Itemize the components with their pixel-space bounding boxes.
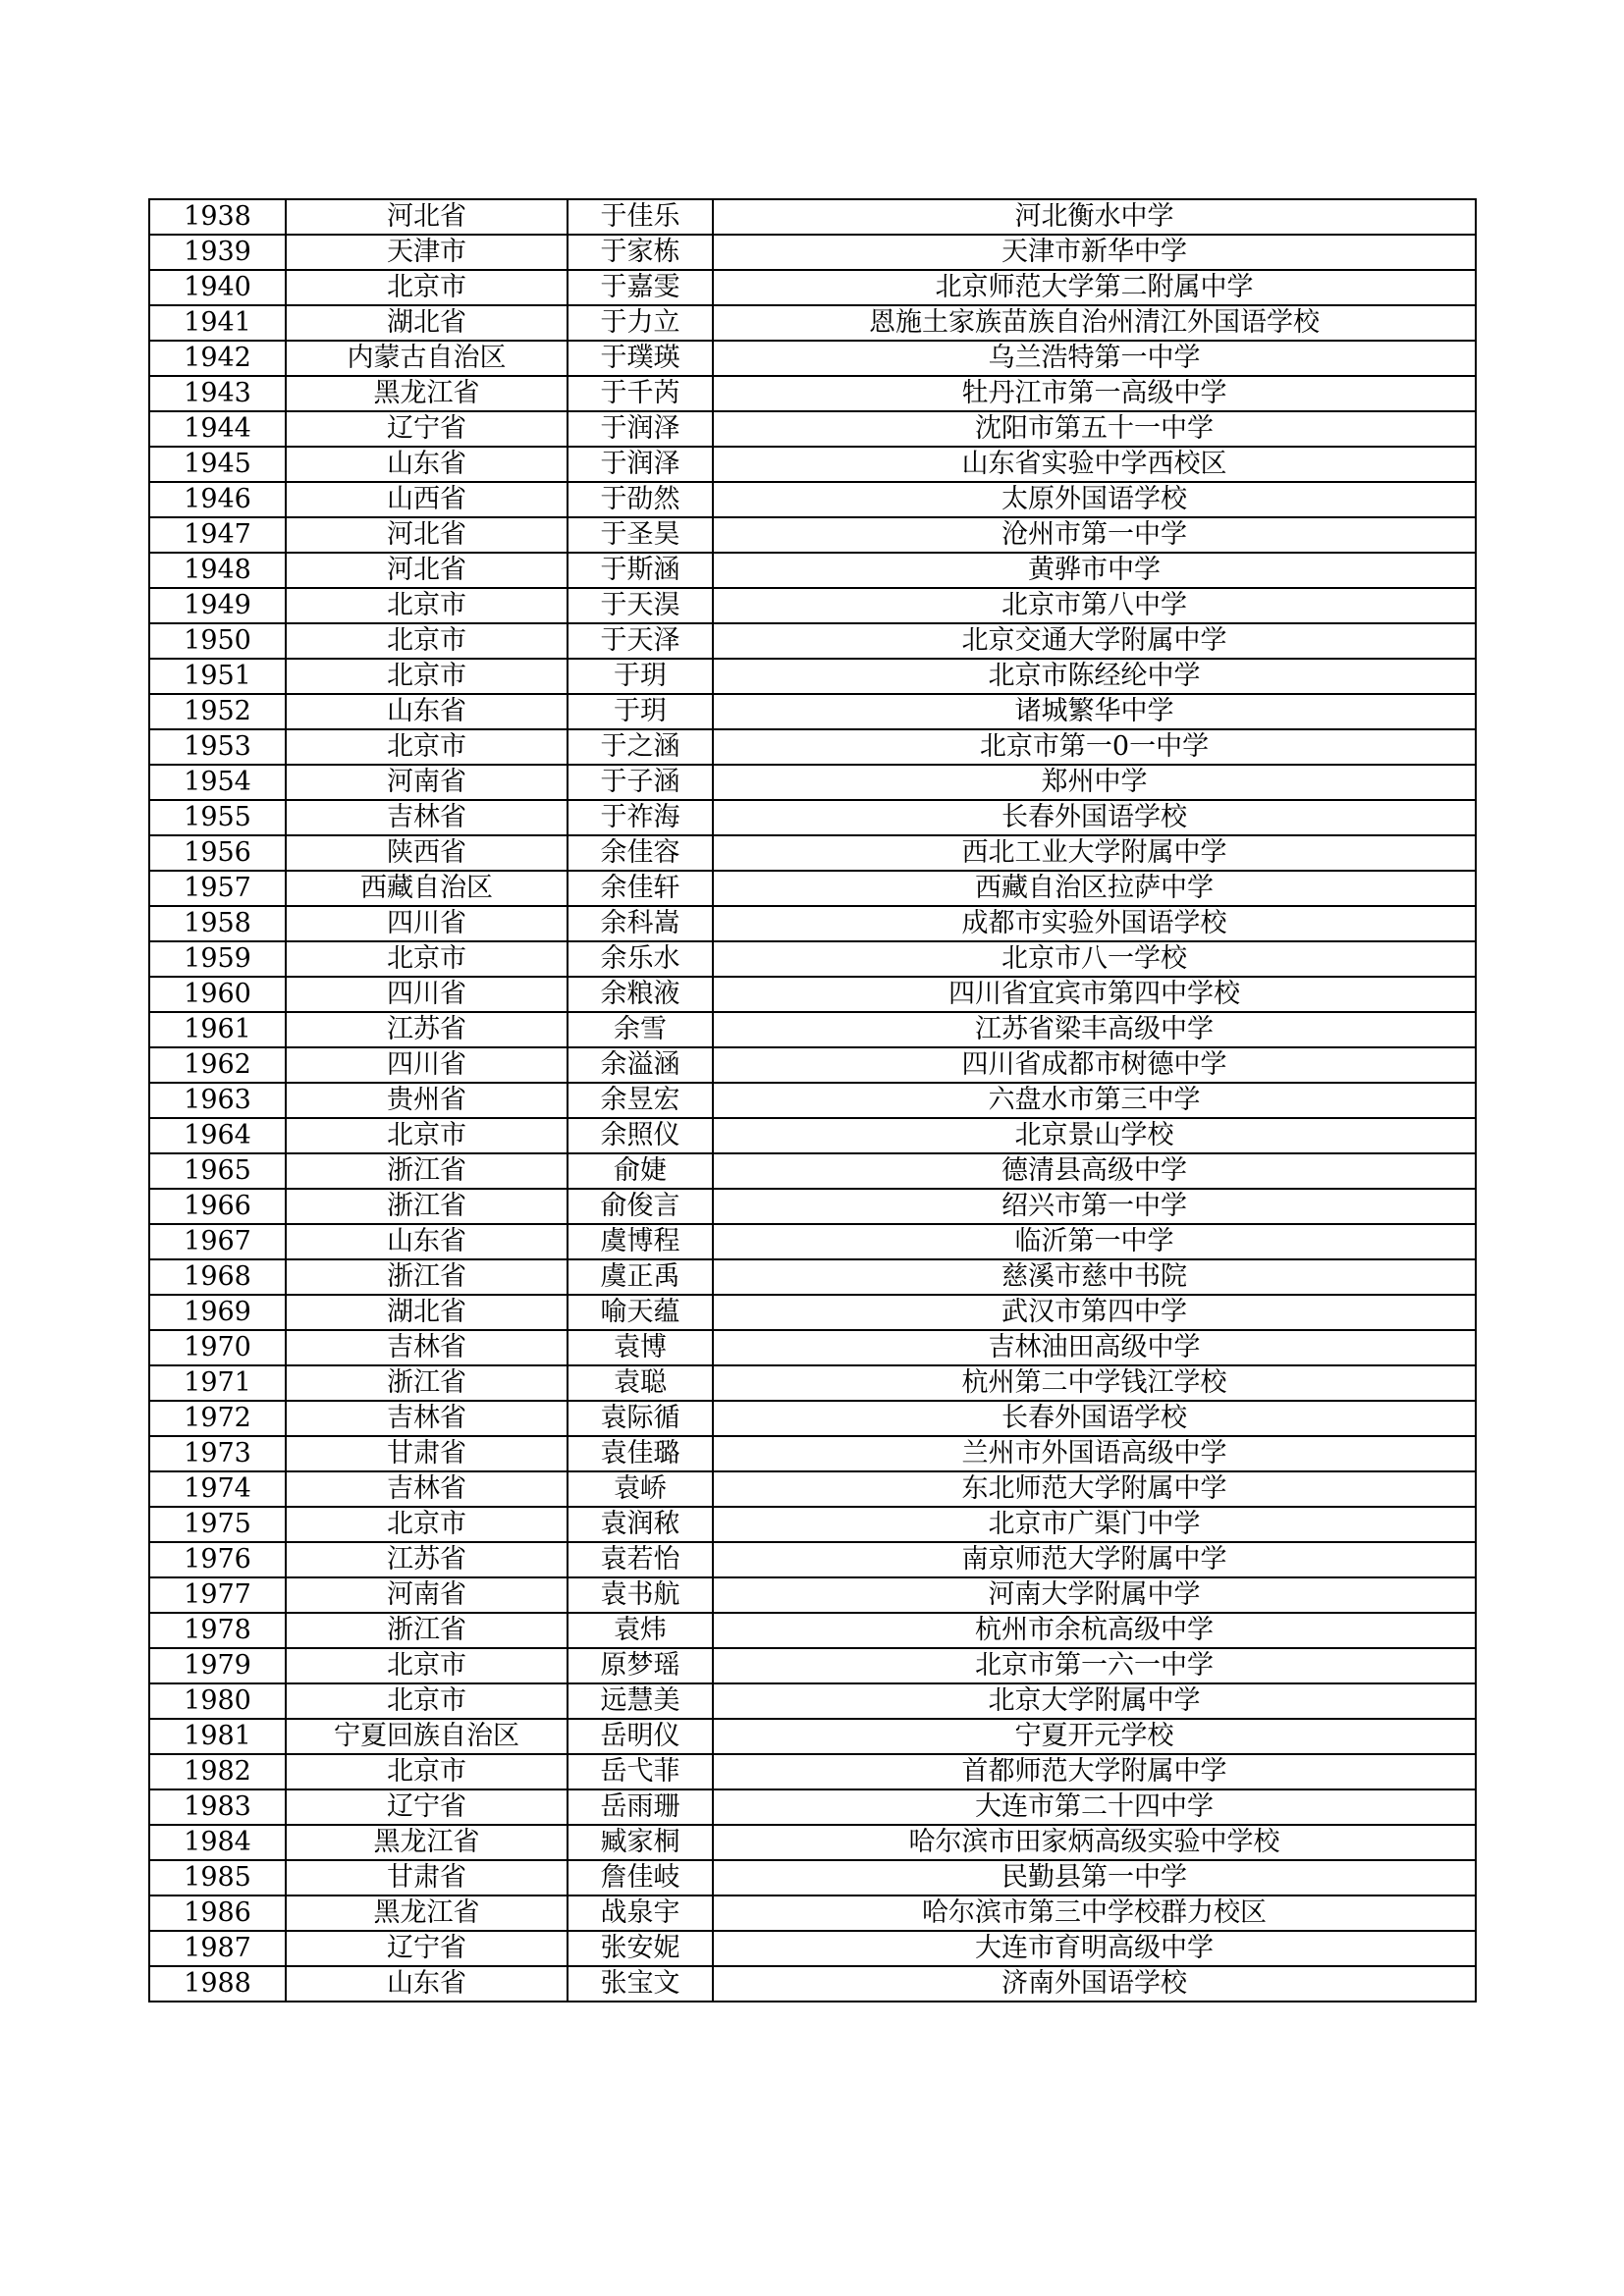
school-cell: 宁夏开元学校	[713, 1719, 1476, 1754]
serial-number-cell: 1946	[149, 482, 286, 517]
table-row	[149, 1365, 1476, 1401]
province-cell: 北京市	[286, 1648, 568, 1683]
school-cell: 临沂第一中学	[713, 1224, 1476, 1259]
table-row	[149, 447, 1476, 482]
table-row	[149, 1577, 1476, 1613]
serial-number-cell: 1954	[149, 765, 286, 800]
student-name-cell: 于玥	[568, 694, 713, 729]
serial-number-cell: 1986	[149, 1896, 286, 1931]
province-cell: 四川省	[286, 906, 568, 941]
serial-number-cell: 1956	[149, 835, 286, 871]
serial-number-cell: 1961	[149, 1012, 286, 1047]
serial-number-cell: 1958	[149, 906, 286, 941]
province-cell: 山西省	[286, 482, 568, 517]
school-cell: 北京市第一0一中学	[713, 729, 1476, 765]
serial-number-cell: 1967	[149, 1224, 286, 1259]
table-row	[149, 1295, 1476, 1330]
serial-number-cell: 1973	[149, 1436, 286, 1471]
province-cell: 西藏自治区	[286, 871, 568, 906]
serial-number-cell: 1951	[149, 659, 286, 694]
student-name-cell: 于圣昊	[568, 517, 713, 553]
province-cell: 浙江省	[286, 1365, 568, 1401]
student-name-cell: 袁峤	[568, 1471, 713, 1507]
province-cell: 湖北省	[286, 1295, 568, 1330]
student-name-cell: 袁佳璐	[568, 1436, 713, 1471]
province-cell: 吉林省	[286, 1330, 568, 1365]
province-cell: 湖北省	[286, 305, 568, 341]
serial-number-cell: 1948	[149, 553, 286, 588]
school-cell: 大连市第二十四中学	[713, 1789, 1476, 1825]
province-cell: 北京市	[286, 1507, 568, 1542]
student-name-cell: 袁若怡	[568, 1542, 713, 1577]
province-cell: 吉林省	[286, 1401, 568, 1436]
table-row	[149, 1471, 1476, 1507]
table-row	[149, 235, 1476, 270]
school-cell: 西藏自治区拉萨中学	[713, 871, 1476, 906]
serial-number-cell: 1977	[149, 1577, 286, 1613]
province-cell: 河南省	[286, 765, 568, 800]
student-name-cell: 喻天蕴	[568, 1295, 713, 1330]
table-row	[149, 835, 1476, 871]
table-row	[149, 1047, 1476, 1083]
province-cell: 河北省	[286, 553, 568, 588]
school-cell: 长春外国语学校	[713, 800, 1476, 835]
school-cell: 哈尔滨市第三中学校群力校区	[713, 1896, 1476, 1931]
province-cell: 北京市	[286, 1118, 568, 1153]
school-cell: 北京市第八中学	[713, 588, 1476, 623]
serial-number-cell: 1941	[149, 305, 286, 341]
province-cell: 北京市	[286, 270, 568, 305]
student-name-cell: 臧家桐	[568, 1825, 713, 1860]
serial-number-cell: 1981	[149, 1719, 286, 1754]
student-name-cell: 虞正禹	[568, 1259, 713, 1295]
school-cell: 郑州中学	[713, 765, 1476, 800]
serial-number-cell: 1966	[149, 1189, 286, 1224]
student-name-cell: 岳雨珊	[568, 1789, 713, 1825]
school-cell: 北京景山学校	[713, 1118, 1476, 1153]
table-row	[149, 977, 1476, 1012]
school-cell: 民勤县第一中学	[713, 1860, 1476, 1896]
school-cell: 武汉市第四中学	[713, 1295, 1476, 1330]
student-name-cell: 于璞瑛	[568, 341, 713, 376]
province-cell: 黑龙江省	[286, 376, 568, 411]
table-row	[149, 482, 1476, 517]
table-row	[149, 1012, 1476, 1047]
serial-number-cell: 1970	[149, 1330, 286, 1365]
student-name-cell: 虞博程	[568, 1224, 713, 1259]
school-cell: 济南外国语学校	[713, 1966, 1476, 2002]
table-row	[149, 1719, 1476, 1754]
province-cell: 河北省	[286, 199, 568, 235]
province-cell: 北京市	[286, 588, 568, 623]
student-name-cell: 袁润秾	[568, 1507, 713, 1542]
serial-number-cell: 1957	[149, 871, 286, 906]
table-row	[149, 1259, 1476, 1295]
table-row	[149, 1401, 1476, 1436]
province-cell: 宁夏回族自治区	[286, 1719, 568, 1754]
province-cell: 山东省	[286, 1224, 568, 1259]
school-cell: 六盘水市第三中学	[713, 1083, 1476, 1118]
province-cell: 辽宁省	[286, 1931, 568, 1966]
student-name-cell: 于家栋	[568, 235, 713, 270]
serial-number-cell: 1938	[149, 199, 286, 235]
student-name-cell: 远慧美	[568, 1683, 713, 1719]
province-cell: 陕西省	[286, 835, 568, 871]
school-cell: 哈尔滨市田家炳高级实验中学校	[713, 1825, 1476, 1860]
province-cell: 浙江省	[286, 1613, 568, 1648]
table-row	[149, 1189, 1476, 1224]
serial-number-cell: 1939	[149, 235, 286, 270]
province-cell: 北京市	[286, 941, 568, 977]
serial-number-cell: 1963	[149, 1083, 286, 1118]
serial-number-cell: 1968	[149, 1259, 286, 1295]
student-name-cell: 岳弋菲	[568, 1754, 713, 1789]
table-row	[149, 1507, 1476, 1542]
table-row	[149, 1754, 1476, 1789]
serial-number-cell: 1975	[149, 1507, 286, 1542]
student-name-cell: 于润泽	[568, 411, 713, 447]
serial-number-cell: 1940	[149, 270, 286, 305]
province-cell: 辽宁省	[286, 411, 568, 447]
serial-number-cell: 1960	[149, 977, 286, 1012]
student-name-cell: 岳明仪	[568, 1719, 713, 1754]
student-name-cell: 俞俊言	[568, 1189, 713, 1224]
serial-number-cell: 1982	[149, 1754, 286, 1789]
school-cell: 北京市第一六一中学	[713, 1648, 1476, 1683]
school-cell: 杭州第二中学钱江学校	[713, 1365, 1476, 1401]
table-row	[149, 906, 1476, 941]
school-cell: 四川省宜宾市第四中学校	[713, 977, 1476, 1012]
serial-number-cell: 1943	[149, 376, 286, 411]
table-row	[149, 1860, 1476, 1896]
school-cell: 江苏省梁丰高级中学	[713, 1012, 1476, 1047]
school-cell: 沧州市第一中学	[713, 517, 1476, 553]
table-row	[149, 1083, 1476, 1118]
student-name-cell: 于劭然	[568, 482, 713, 517]
school-cell: 德清县高级中学	[713, 1153, 1476, 1189]
school-cell: 太原外国语学校	[713, 482, 1476, 517]
student-name-cell: 袁书航	[568, 1577, 713, 1613]
table-row	[149, 800, 1476, 835]
student-name-cell: 于天泽	[568, 623, 713, 659]
serial-number-cell: 1987	[149, 1931, 286, 1966]
province-cell: 贵州省	[286, 1083, 568, 1118]
serial-number-cell: 1976	[149, 1542, 286, 1577]
student-name-cell: 于佳乐	[568, 199, 713, 235]
table-row	[149, 1896, 1476, 1931]
serial-number-cell: 1944	[149, 411, 286, 447]
student-name-cell: 余科嵩	[568, 906, 713, 941]
province-cell: 北京市	[286, 659, 568, 694]
province-cell: 四川省	[286, 1047, 568, 1083]
school-cell: 长春外国语学校	[713, 1401, 1476, 1436]
student-name-cell: 余佳轩	[568, 871, 713, 906]
table-row	[149, 941, 1476, 977]
serial-number-cell: 1964	[149, 1118, 286, 1153]
serial-number-cell: 1974	[149, 1471, 286, 1507]
province-cell: 甘肃省	[286, 1860, 568, 1896]
student-name-cell: 詹佳岐	[568, 1860, 713, 1896]
province-cell: 黑龙江省	[286, 1896, 568, 1931]
student-name-cell: 余雪	[568, 1012, 713, 1047]
student-name-cell: 于斯涵	[568, 553, 713, 588]
serial-number-cell: 1988	[149, 1966, 286, 2002]
student-name-cell: 张安妮	[568, 1931, 713, 1966]
province-cell: 山东省	[286, 447, 568, 482]
school-cell: 山东省实验中学西校区	[713, 447, 1476, 482]
table-row	[149, 376, 1476, 411]
school-cell: 北京市八一学校	[713, 941, 1476, 977]
province-cell: 甘肃省	[286, 1436, 568, 1471]
serial-number-cell: 1962	[149, 1047, 286, 1083]
roster-table-body	[149, 199, 1476, 2002]
student-name-cell: 张宝文	[568, 1966, 713, 2002]
school-cell: 河南大学附属中学	[713, 1577, 1476, 1613]
table-row	[149, 1966, 1476, 2002]
province-cell: 内蒙古自治区	[286, 341, 568, 376]
province-cell: 北京市	[286, 623, 568, 659]
table-row	[149, 1648, 1476, 1683]
school-cell: 北京市广渠门中学	[713, 1507, 1476, 1542]
table-row	[149, 1153, 1476, 1189]
school-cell: 沈阳市第五十一中学	[713, 411, 1476, 447]
table-row	[149, 305, 1476, 341]
table-row	[149, 1789, 1476, 1825]
serial-number-cell: 1950	[149, 623, 286, 659]
school-cell: 兰州市外国语高级中学	[713, 1436, 1476, 1471]
student-name-cell: 原梦瑶	[568, 1648, 713, 1683]
serial-number-cell: 1952	[149, 694, 286, 729]
school-cell: 成都市实验外国语学校	[713, 906, 1476, 941]
student-name-cell: 于玥	[568, 659, 713, 694]
student-name-cell: 余昱宏	[568, 1083, 713, 1118]
province-cell: 山东省	[286, 1966, 568, 2002]
province-cell: 辽宁省	[286, 1789, 568, 1825]
table-row	[149, 1436, 1476, 1471]
student-name-cell: 于天淏	[568, 588, 713, 623]
serial-number-cell: 1945	[149, 447, 286, 482]
school-cell: 四川省成都市树德中学	[713, 1047, 1476, 1083]
serial-number-cell: 1984	[149, 1825, 286, 1860]
table-row	[149, 1825, 1476, 1860]
school-cell: 牡丹江市第一高级中学	[713, 376, 1476, 411]
serial-number-cell: 1953	[149, 729, 286, 765]
student-name-cell: 于子涵	[568, 765, 713, 800]
table-row	[149, 553, 1476, 588]
table-row	[149, 270, 1476, 305]
province-cell: 江苏省	[286, 1012, 568, 1047]
school-cell: 吉林油田高级中学	[713, 1330, 1476, 1365]
serial-number-cell: 1980	[149, 1683, 286, 1719]
school-cell: 北京大学附属中学	[713, 1683, 1476, 1719]
serial-number-cell: 1969	[149, 1295, 286, 1330]
table-row	[149, 588, 1476, 623]
province-cell: 浙江省	[286, 1259, 568, 1295]
province-cell: 吉林省	[286, 800, 568, 835]
student-roster-table	[148, 198, 1477, 2002]
student-name-cell: 袁际循	[568, 1401, 713, 1436]
province-cell: 天津市	[286, 235, 568, 270]
school-cell: 黄骅市中学	[713, 553, 1476, 588]
student-name-cell: 袁炜	[568, 1613, 713, 1648]
province-cell: 山东省	[286, 694, 568, 729]
school-cell: 大连市育明高级中学	[713, 1931, 1476, 1966]
serial-number-cell: 1985	[149, 1860, 286, 1896]
table-row	[149, 1542, 1476, 1577]
serial-number-cell: 1978	[149, 1613, 286, 1648]
school-cell: 西北工业大学附属中学	[713, 835, 1476, 871]
student-name-cell: 于润泽	[568, 447, 713, 482]
serial-number-cell: 1965	[149, 1153, 286, 1189]
table-row	[149, 411, 1476, 447]
school-cell: 乌兰浩特第一中学	[713, 341, 1476, 376]
province-cell: 河北省	[286, 517, 568, 553]
student-name-cell: 战泉宇	[568, 1896, 713, 1931]
province-cell: 浙江省	[286, 1189, 568, 1224]
table-row	[149, 623, 1476, 659]
table-row	[149, 517, 1476, 553]
table-row	[149, 729, 1476, 765]
province-cell: 四川省	[286, 977, 568, 1012]
student-name-cell: 余佳容	[568, 835, 713, 871]
school-cell: 杭州市余杭高级中学	[713, 1613, 1476, 1648]
student-name-cell: 余溢涵	[568, 1047, 713, 1083]
serial-number-cell: 1979	[149, 1648, 286, 1683]
student-name-cell: 于之涵	[568, 729, 713, 765]
school-cell: 诸城繁华中学	[713, 694, 1476, 729]
student-name-cell: 余粮液	[568, 977, 713, 1012]
table-row	[149, 1330, 1476, 1365]
table-row	[149, 199, 1476, 235]
school-cell: 东北师范大学附属中学	[713, 1471, 1476, 1507]
table-row	[149, 341, 1476, 376]
student-name-cell: 于嘉雯	[568, 270, 713, 305]
school-cell: 天津市新华中学	[713, 235, 1476, 270]
province-cell: 北京市	[286, 729, 568, 765]
serial-number-cell: 1955	[149, 800, 286, 835]
table-row	[149, 1224, 1476, 1259]
school-cell: 慈溪市慈中书院	[713, 1259, 1476, 1295]
serial-number-cell: 1983	[149, 1789, 286, 1825]
school-cell: 绍兴市第一中学	[713, 1189, 1476, 1224]
province-cell: 浙江省	[286, 1153, 568, 1189]
school-cell: 北京市陈经纶中学	[713, 659, 1476, 694]
school-cell: 北京师范大学第二附属中学	[713, 270, 1476, 305]
province-cell: 河南省	[286, 1577, 568, 1613]
table-row	[149, 765, 1476, 800]
table-row	[149, 1931, 1476, 1966]
province-cell: 黑龙江省	[286, 1825, 568, 1860]
school-cell: 恩施土家族苗族自治州清江外国语学校	[713, 305, 1476, 341]
table-row	[149, 1683, 1476, 1719]
serial-number-cell: 1942	[149, 341, 286, 376]
province-cell: 江苏省	[286, 1542, 568, 1577]
student-name-cell: 余照仪	[568, 1118, 713, 1153]
table-row	[149, 694, 1476, 729]
table-row	[149, 1118, 1476, 1153]
student-name-cell: 于祚海	[568, 800, 713, 835]
student-name-cell: 于千芮	[568, 376, 713, 411]
school-cell: 首都师范大学附属中学	[713, 1754, 1476, 1789]
province-cell: 北京市	[286, 1683, 568, 1719]
student-name-cell: 袁博	[568, 1330, 713, 1365]
school-cell: 北京交通大学附属中学	[713, 623, 1476, 659]
province-cell: 北京市	[286, 1754, 568, 1789]
table-row	[149, 1613, 1476, 1648]
student-name-cell: 袁聪	[568, 1365, 713, 1401]
student-name-cell: 俞婕	[568, 1153, 713, 1189]
serial-number-cell: 1971	[149, 1365, 286, 1401]
serial-number-cell: 1972	[149, 1401, 286, 1436]
school-cell: 河北衡水中学	[713, 199, 1476, 235]
table-row	[149, 659, 1476, 694]
student-name-cell: 余乐水	[568, 941, 713, 977]
student-name-cell: 于力立	[568, 305, 713, 341]
province-cell: 吉林省	[286, 1471, 568, 1507]
serial-number-cell: 1947	[149, 517, 286, 553]
serial-number-cell: 1949	[149, 588, 286, 623]
table-row	[149, 871, 1476, 906]
school-cell: 南京师范大学附属中学	[713, 1542, 1476, 1577]
serial-number-cell: 1959	[149, 941, 286, 977]
